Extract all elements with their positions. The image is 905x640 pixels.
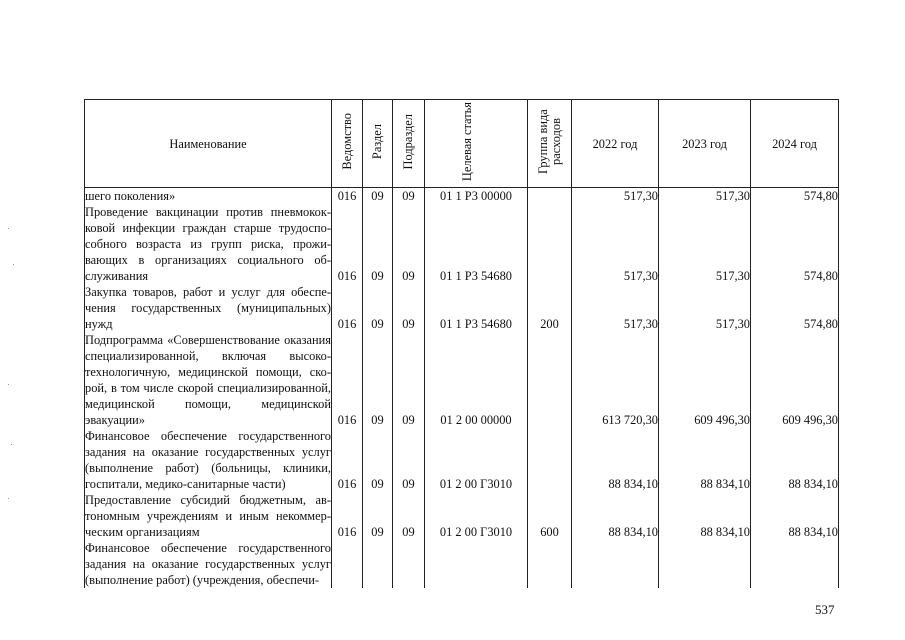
row-vedomstvo: 016 [332,204,363,284]
table-row [85,428,839,492]
row-razdel: 09 [363,188,393,205]
row-name: Финансовое обеспечение государственного задания на оказание государственных услуг (выполнение работ) (учреждения, обеспечи- [85,541,331,587]
row-expense-group [528,204,572,284]
row-name: шего поколения» [85,188,332,205]
row-podrazdel: 09 [393,188,425,205]
row-value-2022: 517,30 [572,284,659,332]
empty-cell [425,540,528,588]
row-vedomstvo: 016 [332,332,363,428]
row-value-2022: 88 834,10 [572,428,659,492]
row-name: Подпрограмма «Совершенствование оказания специализированной, включая высокотехнологичную, медицинской помощи, скорой, в том числе скорой специализированной, медицинской помощи, медицинской эвакуации» [85,333,331,427]
row-value-2023: 88 834,10 [659,492,751,540]
scan-speck [11,444,12,445]
table-row [85,332,839,428]
row-vedomstvo: 016 [332,188,363,205]
table-row [85,188,839,205]
header-expense-group: Группа вида расходов [528,100,572,188]
header-year-2022: 2022 год [572,100,659,188]
row-podrazdel: 09 [393,332,425,428]
empty-cell [659,540,751,588]
row-value-2024: 88 834,10 [751,492,839,540]
row-expense-group [528,332,572,428]
empty-cell [393,540,425,588]
table-row-partial [85,540,839,588]
row-expense-group [528,428,572,492]
row-expense-group: 200 [528,284,572,332]
scan-speck [8,384,9,385]
row-target-article: 01 1 Р3 54680 [425,284,528,332]
empty-cell [332,540,363,588]
row-target-article: 01 1 Р3 54680 [425,204,528,284]
row-razdel: 09 [363,428,393,492]
row-value-2024: 88 834,10 [751,428,839,492]
row-value-2022: 613 720,30 [572,332,659,428]
header-name: Наименование [85,100,332,188]
scan-speck [13,264,14,265]
table-row [85,204,839,284]
table-row [85,284,839,332]
row-value-2023: 517,30 [659,188,751,205]
row-value-2022: 517,30 [572,188,659,205]
header-podrazdel: Подраздел [393,100,425,188]
row-razdel: 09 [363,284,393,332]
row-razdel: 09 [363,204,393,284]
row-vedomstvo: 016 [332,492,363,540]
header-year-2024: 2024 год [751,100,839,188]
row-value-2023: 609 496,30 [659,332,751,428]
row-expense-group [528,188,572,205]
header-year-2023: 2023 год [659,100,751,188]
row-value-2024: 574,80 [751,204,839,284]
budget-table [84,99,839,588]
table-header-row [85,100,839,188]
scan-speck [8,228,9,229]
row-vedomstvo: 016 [332,284,363,332]
row-name: Проведение вакцинации против пневмококковой инфекции граждан старше трудоспособного возраста из групп риска, проживающих в организациях социального обслуживания [85,205,331,283]
header-target-article: Целевая статья [425,100,528,188]
row-value-2022: 88 834,10 [572,492,659,540]
header-razdel: Раздел [363,100,393,188]
empty-cell [363,540,393,588]
row-value-2022: 517,30 [572,204,659,284]
row-name: Предоставление субсидий бюджетным, автономным учреждениям и иным некоммерческим организациям [85,493,331,539]
row-value-2023: 517,30 [659,284,751,332]
empty-cell [751,540,839,588]
row-vedomstvo: 016 [332,428,363,492]
row-value-2024: 609 496,30 [751,332,839,428]
row-podrazdel: 09 [393,428,425,492]
row-podrazdel: 09 [393,284,425,332]
row-podrazdel: 09 [393,492,425,540]
row-value-2024: 574,80 [751,188,839,205]
row-razdel: 09 [363,492,393,540]
row-name: Закупка товаров, работ и услуг для обеспечения государственных (муниципальных) нужд [85,285,331,331]
empty-cell [572,540,659,588]
page-number: 537 [815,602,835,617]
row-target-article: 01 1 Р3 00000 [425,188,528,205]
table-row [85,492,839,540]
row-podrazdel: 09 [393,204,425,284]
row-target-article: 01 2 00 00000 [425,332,528,428]
row-target-article: 01 2 00 Г3010 [425,428,528,492]
row-expense-group: 600 [528,492,572,540]
row-value-2024: 574,80 [751,284,839,332]
header-vedomstvo: Ведомство [332,100,363,188]
row-target-article: 01 2 00 Г3010 [425,492,528,540]
scan-speck [8,498,9,499]
row-name: Финансовое обеспечение государственного задания на оказание государственных услуг (выполнение работ) (больницы, клиники, госпитали, медико-санитарные части) [85,429,331,491]
row-value-2023: 88 834,10 [659,428,751,492]
row-razdel: 09 [363,332,393,428]
empty-cell [528,540,572,588]
row-value-2023: 517,30 [659,204,751,284]
